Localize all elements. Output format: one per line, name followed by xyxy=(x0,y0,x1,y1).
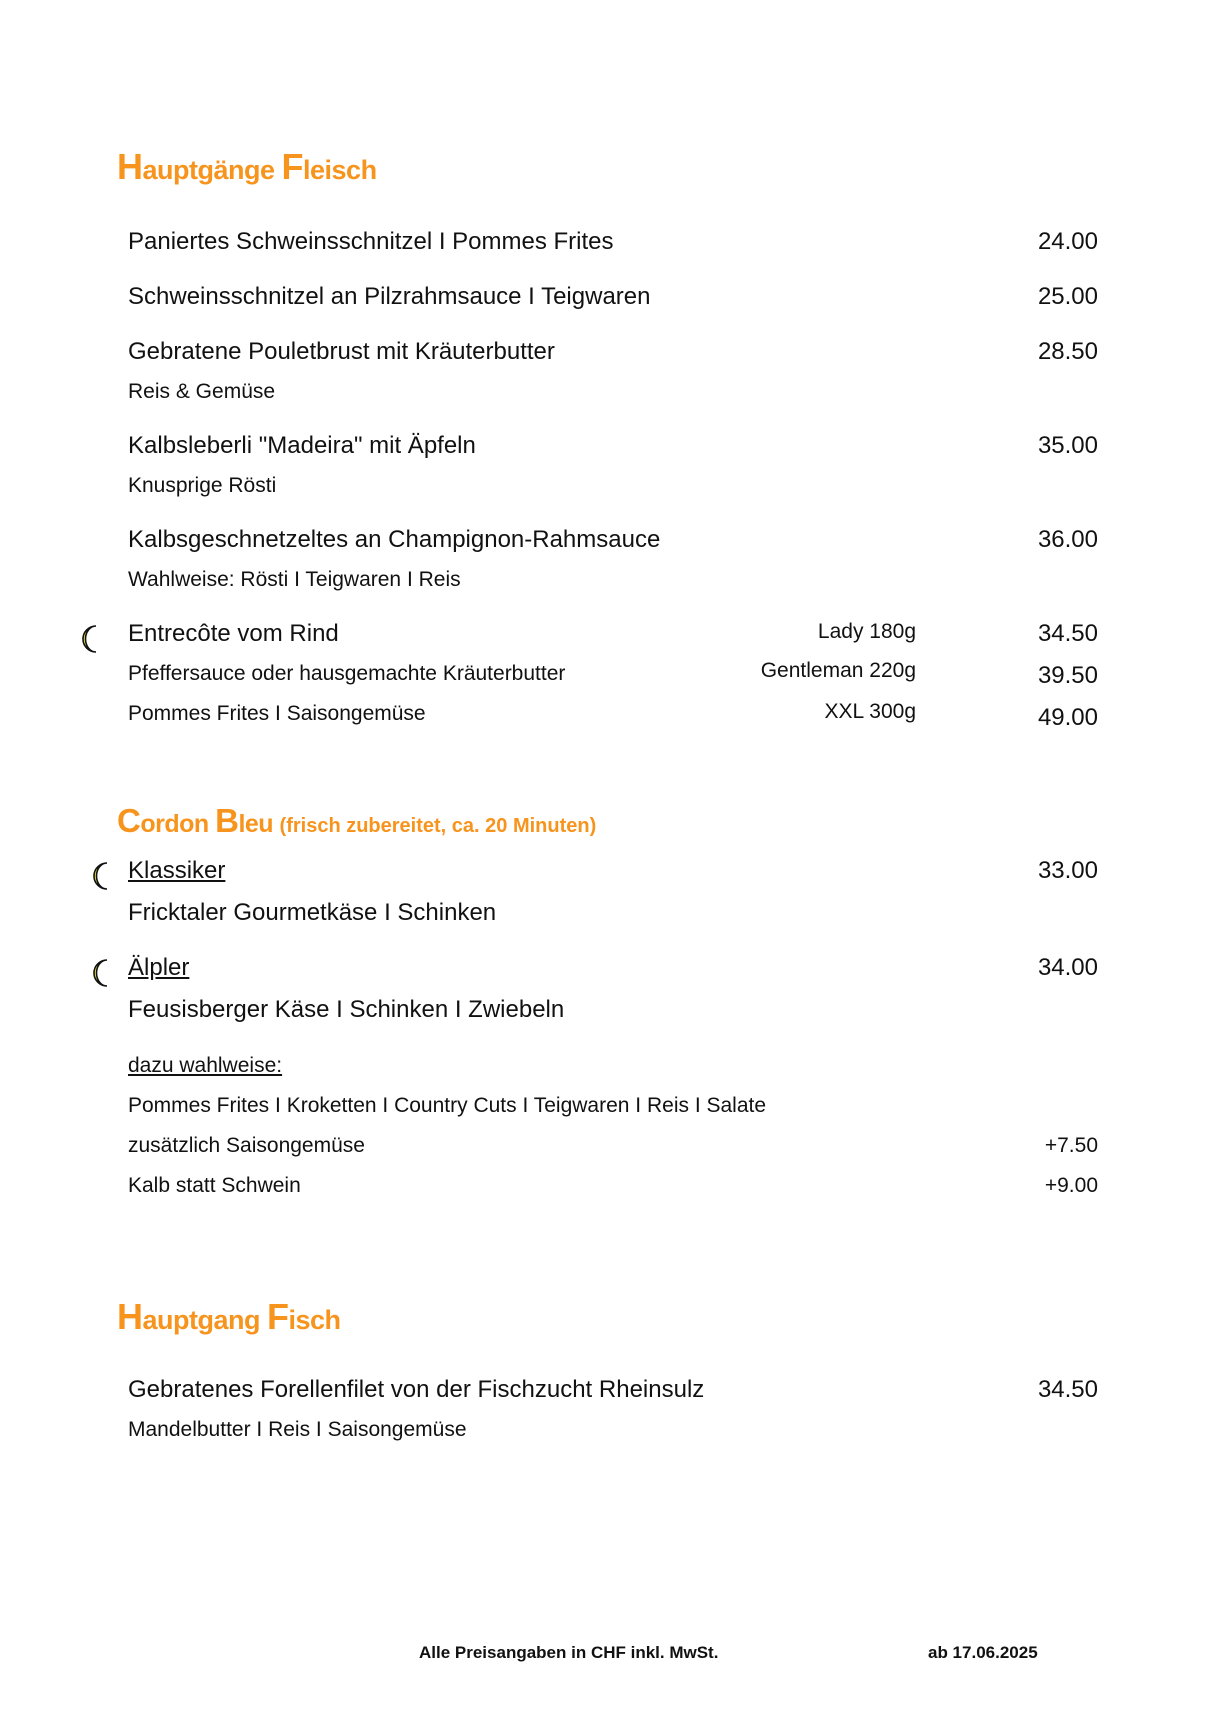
sides-label: dazu wahlweise: xyxy=(128,1054,283,1077)
menu-item-price: 25.00 xyxy=(1037,283,1098,310)
section-title-hauptgang-fisch: Hauptgang Fisch xyxy=(117,1296,341,1337)
menu-item-description: Knusprige Rösti xyxy=(128,474,277,497)
entrecote-sauce: Pfeffersauce oder hausgemachte Kräuterbutter xyxy=(128,662,566,685)
entrecote-name: Entrecôte vom Rind xyxy=(128,620,339,647)
menu-item-price: 34.50 xyxy=(1037,1376,1098,1403)
menu-item-name: Kalbsleberli "Madeira" mit Äpfeln xyxy=(128,432,476,459)
menu-item-description: Fricktaler Gourmetkäse I Schinken xyxy=(128,899,497,926)
extra-label: zusätzlich Saisongemüse xyxy=(128,1134,365,1157)
crescent-moon-icon xyxy=(87,957,117,989)
extra-price: +9.00 xyxy=(1044,1174,1098,1197)
menu-item-name: Gebratenes Forellenfilet von der Fischzucht Rheinsulz xyxy=(128,1376,705,1403)
section-title-cordon-bleu: Cordon Bleu (frisch zubereitet, ca. 20 Minuten) xyxy=(117,802,597,839)
size-label: XXL 300g xyxy=(824,700,916,723)
section-title-hauptgaenge-fleisch: Hauptgänge Fleisch xyxy=(117,146,377,187)
menu-item-price: 35.00 xyxy=(1037,432,1098,459)
size-label: Lady 180g xyxy=(817,620,916,643)
menu-item-price: 24.00 xyxy=(1037,228,1098,255)
menu-item-description: Wahlweise: Rösti I Teigwaren I Reis xyxy=(128,568,461,591)
menu-item-description: Reis & Gemüse xyxy=(128,380,276,403)
menu-item-name: Kalbsgeschnetzeltes an Champignon-Rahmsauce xyxy=(128,526,661,553)
footer-prices-note: Alle Preisangaben in CHF inkl. MwSt. xyxy=(419,1643,719,1662)
size-price: 34.50 xyxy=(1037,620,1098,647)
menu-item-price: 33.00 xyxy=(1037,857,1098,884)
footer-valid-date: ab 17.06.2025 xyxy=(928,1643,1038,1662)
menu-item-description: Feusisberger Käse I Schinken I Zwiebeln xyxy=(128,996,565,1023)
crescent-moon-icon xyxy=(76,623,106,655)
crescent-moon-icon xyxy=(87,860,117,892)
entrecote-sides: Pommes Frites I Saisongemüse xyxy=(128,702,426,725)
size-price: 39.50 xyxy=(1037,662,1098,689)
size-label: Gentleman 220g xyxy=(760,659,916,682)
menu-item-name: Klassiker xyxy=(128,857,226,884)
sides-list: Pommes Frites I Kroketten I Country Cuts I Teigwaren I Reis I Salate xyxy=(128,1094,767,1117)
menu-item-name: Paniertes Schweinsschnitzel I Pommes Frites xyxy=(128,228,614,255)
extra-price: +7.50 xyxy=(1044,1134,1098,1157)
extra-label: Kalb statt Schwein xyxy=(128,1174,301,1197)
menu-item-name: Gebratene Pouletbrust mit Kräuterbutter xyxy=(128,338,555,365)
size-price: 49.00 xyxy=(1037,704,1098,731)
section-note: (frisch zubereitet, ca. 20 Minuten) xyxy=(279,815,597,837)
menu-item-price: 28.50 xyxy=(1037,338,1098,365)
menu-item-description: Mandelbutter I Reis I Saisongemüse xyxy=(128,1418,467,1441)
menu-item-name: Älpler xyxy=(128,954,190,981)
menu-item-name: Schweinsschnitzel an Pilzrahmsauce I Teigwaren xyxy=(128,283,651,310)
menu-item-price: 36.00 xyxy=(1037,526,1098,553)
menu-item-price: 34.00 xyxy=(1037,954,1098,981)
